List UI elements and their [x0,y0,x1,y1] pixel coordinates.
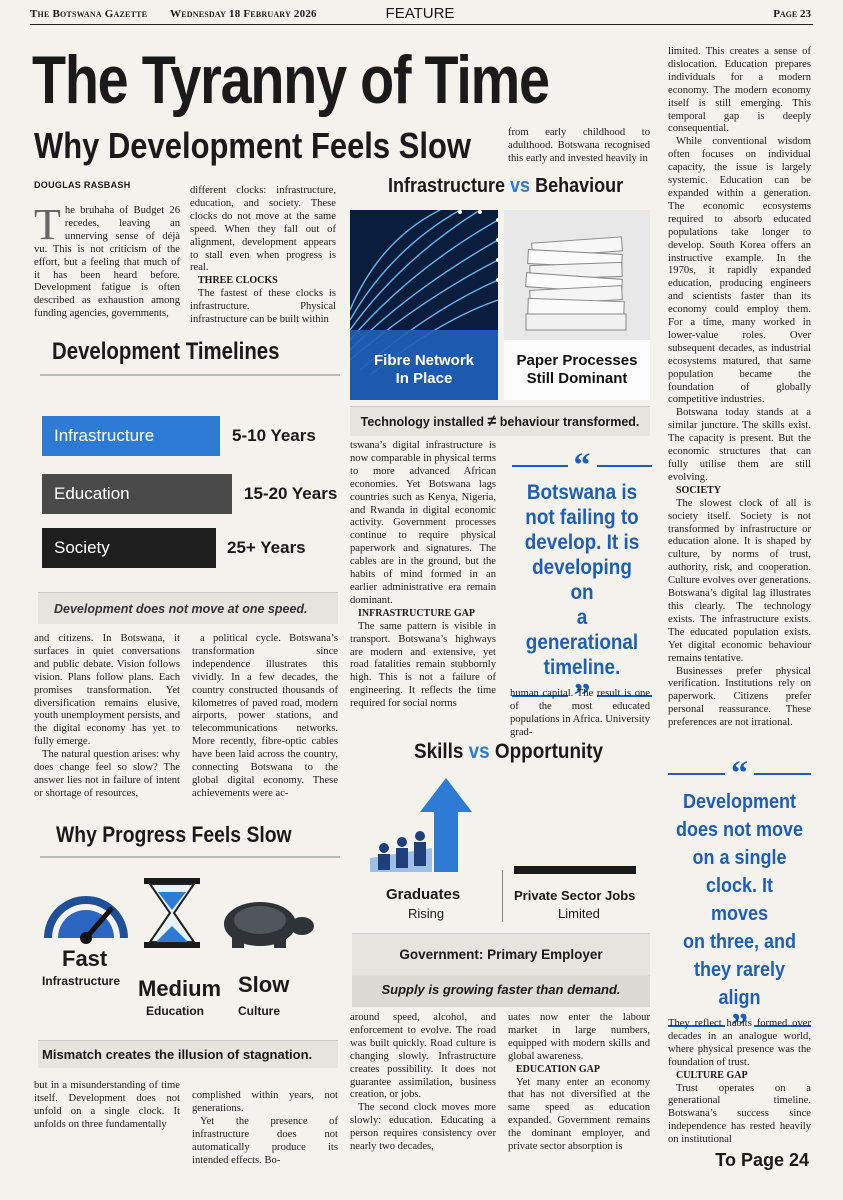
turtle-icon [224,902,314,948]
paragraph: complished within years, not generations. [192,1090,338,1114]
fast-label: Fast [62,946,108,971]
paragraph: The fastest of these clocks is infrastructure. Physical infrastructure can be built within [190,288,336,326]
infra-vs-behaviour-title [388,175,623,198]
quote-rule [668,773,725,775]
quote-line: develop. It is [524,531,640,554]
timeline-value-infrastructure: 5-10 Years [232,426,316,445]
column-4-bottom [668,1018,811,1147]
paragraph: uates now enter the labour market in large numbers, equipped with modern skills and global awareness. [508,1012,650,1062]
fibre-label-line2: In Place [395,370,453,387]
paragraph: The natural question arises: why does change feel so slow? The answer lies not in failure of intent or shortage of resources, [34,749,180,799]
paragraph: he bruhaha of Budget 26 recedes, leaving an unnerving sense of déjà vu. This is not criticism of the effort, but a feeling that much of it has been heard before. Development fatigue is often described as exhaustion among funding agencies, governments, [34,205,180,320]
progress-caption: Mismatch creates the illusion of stagnation. [38,1040,338,1068]
timeline-bar-infrastructure: Infrastructure [42,416,220,456]
quote-rule [754,773,811,775]
section-label: FEATURE [385,5,455,22]
paragraph: different clocks: infrastructure, education, and society. These clocks do not move at the same speed. When they fall out of alignment, development appears to stall even when progress is real. [190,185,336,274]
quote-line: clock. It moves [705,875,774,925]
byline: DOUGLAS RASBASH [34,180,131,190]
private-jobs-label: Private Sector Jobs [514,888,636,903]
paragraph: tswana’s digital infrastructure is now comparable in physical terms to more advanced African economies. Yet Botswana lags countries such as Kenya, Nigeria, and Rwanda in digital economic activity. Government processes continue to require physical paperwork and signatures. The cables are in the ground, but the habits of mind formed in an earlier administrative era remain dominant. [350,440,496,606]
graduates-label: Graduates [386,886,461,903]
column-3-mid [350,440,496,711]
quote-line: developing on [532,556,632,604]
paragraph: Yet many enter an economy that has not diversified at the same speed as education expanded. Government remains the dominant employer, and private sector absorption is [508,1076,650,1153]
title-vs: vs [468,740,490,763]
column-2-bottom [192,1090,338,1167]
paragraph: and citizens. In Botswana, it surfaces in quiet conversations and public debate. Vision follows vision. Plans follow plans. Each promises transformation. Yet diversification remains elusive, youth unemployment persists, and the digital economy has yet to fully emerge. [34,633,180,748]
quote-line: Botswana is [526,481,638,504]
quote-line: a generational [525,606,639,654]
paper-label [504,352,650,388]
drop-cap: T [34,200,61,249]
paper-label-line1: Paper Processes [516,352,638,369]
fibre-label-line1: Fibre Network [373,352,475,369]
paragraph: Yet the presence of infrastructure does not automatically produce its intended effects. Bo- [192,1115,338,1166]
column-3b-bottom [508,1012,650,1154]
quote-line: not failing to [525,506,639,529]
timelines-caption: Development does not move at one speed. [38,592,338,624]
title-left: Infrastructure [388,175,506,197]
paper-label-line2: Still Dominant [526,370,628,387]
fibre-label [350,352,498,388]
paragraph: Trust operates on a generational timeline. Botswana’s success since independence has rested heavily on institutional [668,1082,811,1146]
timeline-value-education: 15-20 Years [244,484,338,503]
slow-label: Slow [238,972,290,997]
infra-vs-behaviour-caption [350,406,650,436]
rising-arrow-icon [360,778,480,878]
continued-to-page[interactable]: To Page 24 [715,1150,809,1170]
progress-title: Why Progress Feels Slow [56,822,292,847]
caption-part-a: Technology installed [360,415,485,429]
subheading: EDUCATION GAP [516,1063,600,1075]
paragraph: around speed, alcohol, and enforcement to evolve. The road was built quickly. Road culture is changing slowly. Infrastructure creates possibility. It does not guarantee assimilation, business creation, or jobs. [350,1012,496,1101]
page-number: Page 23 [773,8,811,20]
close-quote-icon: ” [731,1007,748,1044]
paragraph: human capital. The result is one of the most educated populations in Africa. University grad- [510,688,650,738]
quote-2-text [675,788,804,1012]
paragraph: Businesses prefer physical verification. Institutions rely on paperwork. Citizens prefer personal reassurance. These preferences are not irrational. [668,665,811,729]
quote-line: they rarely [693,959,786,981]
government-employer-banner: Government: Primary Employer [352,933,650,975]
medium-sublabel: Education [146,1004,205,1018]
column-3-bottom [350,1012,496,1154]
subheading: CULTURE GAP [676,1069,748,1081]
private-jobs-sublabel: Limited [558,906,600,921]
headline: The Tyranny of Time [32,42,549,118]
column-4-top [668,46,811,730]
column-3b-mid [510,688,650,740]
timelines-title: Development Timelines [52,338,280,365]
open-quote-icon: “ [731,755,748,792]
paragraph: While conventional wisdom often focuses on individual capacity, the issue is largely systemic. Education can be expanded within a generation. The economic ecosystems required to absorb educated populations take longer to develop. South Korea offers an instructive example. In the 1970s, it rapidly expanded education, producing engineers and scientists faster than its economy could employ them. For a time, many worked in lower-value roles. Over subsequent decades, as industrial ecosystems matured, that same population became the foundation of globally competitive industries. [668,136,811,406]
caption-part-b: behaviour transformed. [499,415,640,429]
column-1-mid [34,633,180,801]
timeline-bar-society: Society [42,528,216,568]
fast-sublabel: Infrastructure [42,974,121,988]
paragraph: The second clock moves more slowly: education. Educating a person requires consistency over nearly two decades, [350,1102,496,1153]
slow-sublabel: Culture [238,1004,280,1018]
header-rule [30,24,813,25]
open-quote-icon: “ [573,447,591,484]
quote-line: on three, and [682,931,797,953]
divider [40,374,340,376]
quote-rule [597,465,653,467]
column-1-top [34,200,180,321]
not-equal-sign: ≠ [487,413,497,430]
subheading: SOCIETY [676,484,722,496]
title-right: Behaviour [535,175,624,197]
close-quote-icon: ” [573,677,591,714]
title-left: Skills [414,740,464,763]
quote-line: on a single [692,847,787,869]
subheading: INFRASTRUCTURE GAP [358,607,475,619]
divider [40,856,340,858]
paragraph: from early childhood to adulthood. Botswana recognised this early and invested heavily in [508,127,650,164]
column-1-bottom [34,1080,180,1132]
quote-line: timeline. [543,656,621,679]
issue-date: Wednesday 18 February 2026 [170,8,317,20]
quote-line: align [718,987,761,1009]
timeline-value-society: 25+ Years [227,538,306,557]
graduates-sublabel: Rising [408,906,445,921]
speedometer-icon [44,896,128,944]
paragraph: but in a misunderstanding of time itself. Development does not unfold on a single clock. It unfolds on three fundamentally [34,1080,180,1130]
paragraph: They reflect habits formed over decades in an analogue world, where physical presence was the foundation of trust. [668,1018,811,1068]
title-right: Opportunity [494,740,604,763]
paragraph: Botswana today stands at a similar juncture. The skills exist. The capacity is present. But the economic structures that can fully utilise them are still evolving. [668,407,811,483]
column-3-top [508,127,650,166]
quote-rule [512,465,568,467]
paragraph: a political cycle. Botswana’s transformation since independence illustrates this vividly. In a few decades, the country constructed thousands of kilometres of paved road, modern airports, power stations, and telecommunications networks. More recently, fibre-optic cables have been laid across the country, connecting Botswana to the global digital economy. These achievements were ac- [192,633,338,799]
divider [502,870,503,922]
masthead: The Botswana Gazette [30,8,148,20]
column-2-mid [192,633,338,801]
skills-vs-opportunity-title [414,740,603,764]
subheadline: Why Development Feels Slow [34,125,471,166]
flat-bar-icon [514,866,636,874]
quote-1-text [519,480,645,680]
progress-icons [36,878,336,948]
supply-caption: Supply is growing faster than demand. [352,975,650,1007]
hourglass-icon [144,878,200,948]
quote-line: does not move [675,819,804,841]
paragraph: The same pattern is visible in transport. Botswana’s highways are modern and extensive, yet road fatalities remain stubbornly high. This is not a failure of engineering. It reflects the time required for social norms [350,620,496,710]
timeline-bar-education: Education [42,474,232,514]
title-vs: vs [510,175,531,197]
medium-label: Medium [138,976,222,1001]
subheading: THREE CLOCKS [198,275,278,287]
paragraph: The slowest clock of all is society itself. Society is not transformed by infrastructure or education alone. It is shaped by culture, by norms of trust, authority, risk, and cooperation. Culture evolves over generations. Botswana’s digital lag illustrates this clearly. The technology exists. The infrastructure exists. The educated population exists. Yet digital economic behaviour remains tentative. [668,497,811,664]
paragraph: limited. This creates a sense of dislocation. Education prepares individuals for a modern economy. The modern economy itself is still emerging. This temporal gap is deeply consequential. [668,46,811,135]
quote-line: Development [682,791,797,813]
column-2-top [190,185,336,327]
